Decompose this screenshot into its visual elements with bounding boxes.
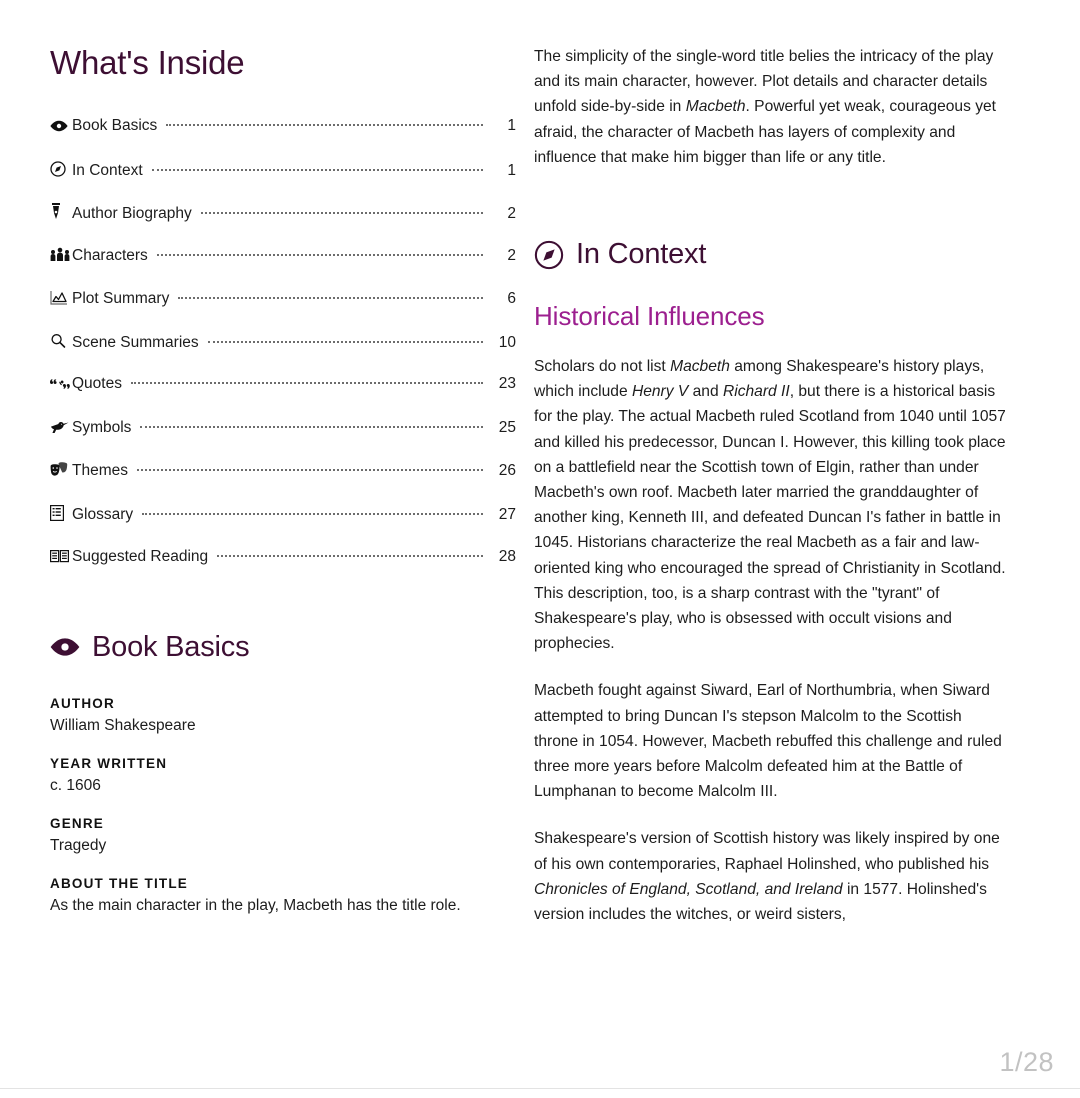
toc-label: Characters — [72, 247, 148, 265]
toc-label: In Context — [72, 161, 143, 179]
toc-page-number: 25 — [498, 418, 516, 436]
field-value: William Shakespeare — [50, 716, 196, 734]
right-column — [520, 0, 1080, 1040]
toc-label: Suggested Reading — [72, 547, 209, 565]
toc-entry-book-basics[interactable] — [50, 116, 516, 159]
toc-entry-quotes[interactable] — [50, 374, 516, 417]
toc-page-number: 27 — [498, 505, 516, 523]
field-label: GENRE — [50, 815, 105, 831]
book-basics-fields — [50, 696, 520, 917]
field-year-written — [50, 756, 520, 797]
toc-label: Themes — [72, 462, 128, 480]
eye-icon — [50, 118, 72, 134]
toc-dot-leader — [142, 513, 483, 515]
bird-icon — [50, 419, 72, 435]
toc-label: Glossary — [72, 505, 134, 523]
toc-entry-glossary[interactable] — [50, 503, 516, 546]
para1-a: Scholars do not list — [534, 358, 671, 376]
book-basics-heading — [50, 631, 520, 664]
toc-entry-scene-summaries[interactable] — [50, 331, 516, 374]
toc-dot-leader — [137, 469, 483, 471]
intro-text-a: The simplicity of the single-word title belies the intricacy of the play and its main character, however. Plot details and character details unfold side-by-side in — [534, 48, 994, 116]
intro-paragraph — [534, 44, 1006, 170]
in-context-heading — [534, 238, 1044, 271]
para1-c: and — [688, 383, 723, 401]
left-column — [0, 0, 520, 1040]
para3-a: Shakespeare's version of Scottish history was likely inspired by one of his own contemporaries, Raphael Holinshed, who published his — [534, 830, 1000, 873]
theater-masks-icon — [50, 462, 72, 478]
toc-entry-themes[interactable] — [50, 460, 516, 503]
toc-label: Quotes — [72, 374, 122, 392]
eye-icon — [50, 632, 80, 662]
page-indicator: 1/28 — [999, 1047, 1054, 1077]
historical-paragraph-3 — [534, 826, 1006, 927]
para1-d: , but there is a historical basis for the play. The actual Macbeth ruled Scotland from 1040 until 1057 and killed his predecessor, Duncan I. However, this killing took place on a battlefield near the Scottish town of Elgin, rather than under Macbeth's own roof. Macbeth later married the granddaughter of another king, Kenneth III, and defeated Duncan I's father in battle in 1045. Historians characterize the real Macbeth as a fair and law-oriented king who encouraged the spread of Christianity in Scotland. This description, too, is a sharp contrast with the "tyrant" of Shakespeare's play, who is obsessed with occult visions and prophecies. — [534, 383, 1006, 653]
toc-dot-leader — [201, 212, 483, 214]
para3-b: in 1577. Holinshed's version includes the witches, or weird sisters, — [534, 880, 987, 924]
compass-icon — [534, 240, 564, 270]
toc-dot-leader — [140, 426, 483, 428]
list-document-icon — [50, 505, 72, 521]
toc-label: Plot Summary — [72, 290, 170, 308]
para3-title-chronicles: Chronicles of England, Scotland, and Ireland — [534, 880, 843, 898]
people-icon — [50, 247, 72, 263]
toc-label: Book Basics — [72, 116, 158, 134]
toc-label: Symbols — [72, 418, 132, 436]
toc-entry-author-biography[interactable] — [50, 202, 516, 245]
toc-entry-suggested-reading[interactable] — [50, 546, 516, 589]
field-author — [50, 696, 520, 737]
open-book-icon — [50, 548, 72, 564]
toc-dot-leader — [131, 382, 483, 384]
para1-title-richard-ii: Richard II — [722, 383, 790, 401]
toc-dot-leader — [208, 341, 483, 343]
toc-page-number: 23 — [498, 374, 516, 392]
spacer — [534, 192, 1044, 238]
toc-entry-plot-summary[interactable] — [50, 288, 516, 331]
toc-page-number: 1 — [507, 116, 516, 134]
toc-label: Author Biography — [72, 205, 192, 223]
toc-page-number: 2 — [507, 205, 516, 223]
book-basics-heading-label: Book Basics — [92, 630, 250, 663]
chart-line-icon — [50, 290, 72, 306]
toc-page-number: 28 — [498, 547, 516, 565]
toc-page-number: 2 — [507, 247, 516, 265]
toc-page-number: 26 — [498, 462, 516, 480]
field-value: As the main character in the play, Macbeth has the title role. — [50, 896, 461, 914]
historical-paragraph-1 — [534, 354, 1006, 656]
field-genre — [50, 816, 520, 857]
toc-page-number: 10 — [498, 333, 516, 351]
toc-dot-leader — [217, 555, 483, 557]
toc-page-number: 1 — [507, 161, 516, 179]
in-context-heading-label: In Context — [576, 238, 707, 271]
intro-title-macbeth: Macbeth — [685, 98, 746, 116]
historical-paragraph-2: Macbeth fought against Siward, Earl of Northumbria, when Siward attempted to bring Duncan I's stepson Malcolm to the Scottish throne in 1054. However, Macbeth rebuffed this challenge and ruled three more years before Malcolm defeated him at the Battle of Lumphanan to become Malcolm III. — [534, 682, 1002, 801]
field-label: AUTHOR — [50, 695, 115, 711]
toc-entry-in-context[interactable] — [50, 159, 516, 202]
toc-entry-characters[interactable] — [50, 245, 516, 288]
para1-title-henry-v: Henry V — [631, 383, 689, 401]
toc-label: Scene Summaries — [72, 333, 199, 351]
intro-text-b: . Powerful yet weak, courageous yet afraid, the character of Macbeth has layers of complexity and influence that make him bigger than life or any title. — [534, 98, 997, 166]
toc-dot-leader — [166, 124, 483, 126]
field-value: c. 1606 — [50, 776, 101, 794]
toc-page-number: 6 — [507, 290, 516, 308]
para1-b: among Shakespeare's history plays, which include — [534, 358, 985, 401]
field-label: ABOUT THE TITLE — [50, 875, 188, 891]
field-label: YEAR WRITTEN — [50, 755, 168, 771]
field-about-the-title — [50, 876, 520, 917]
toc-dot-leader — [178, 297, 483, 299]
table-of-contents — [50, 116, 516, 589]
magnifier-icon — [50, 333, 72, 349]
toc-dot-leader — [157, 254, 483, 256]
compass-icon — [50, 161, 72, 177]
bottom-strip — [0, 1089, 1080, 1098]
pen-nib-icon — [50, 204, 72, 220]
page-title: What's Inside — [50, 44, 245, 81]
toc-dot-leader — [152, 169, 483, 171]
field-value: Tragedy — [50, 836, 107, 854]
toc-entry-symbols[interactable] — [50, 417, 516, 460]
historical-influences-subheading: Historical Influences — [534, 301, 765, 332]
para1-title-macbeth: Macbeth — [670, 358, 730, 376]
quote-marks-icon — [50, 376, 72, 392]
